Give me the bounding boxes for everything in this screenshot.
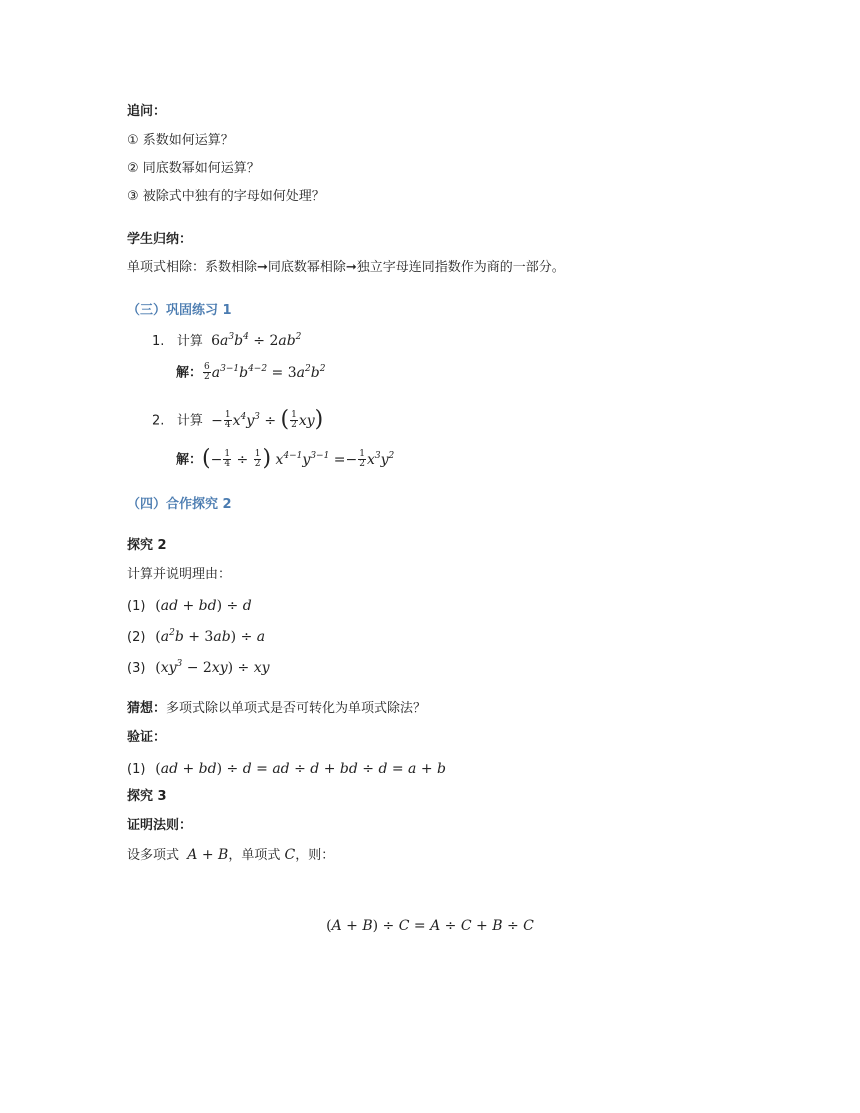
exercise-2-solution-expression: (− $\frac{1}{4}$ ÷ $\frac{1}{2}$ ) $x^{4-1}y^{3-1}$ =− $\frac{1}{2}$ $x^3y^2$ [202,445,395,471]
explore-item-3: (3) $(xy^3 - 2xy)$ ÷ xy [127,659,270,676]
guess-text: 多项式除以单项式是否可转化为单项式除法？ [166,701,427,716]
division-rule-formula: (A + B) ÷ C = A ÷ C + B ÷ C [326,918,534,934]
setup-end: ，则： [295,848,335,863]
setup-prefix: 设多项式 [127,848,180,863]
exercise-2-number: 2. [152,413,165,429]
explore-2-instruction: 计算并说明理由： [127,567,232,582]
item-number: (1) [127,762,146,777]
exercise-1-solution-expression: $\frac{6}{2}$ $a^{3-1}b^{4-2} = 3a^2b^2$ [204,362,326,382]
explore-3-title: 探究 3 [127,789,167,804]
item-number: (2) [127,630,146,645]
followup-item-1: ① 系数如何运算？ [127,133,234,148]
exercise-2-prefix: 计算 [176,413,203,429]
summary-text: 单项式相除：系数相除➞同底数幂相除➞独立字母连同指数作为商的一部分。 [127,260,565,275]
exercise-2-solution [176,445,395,471]
verify-label: 验证： [127,730,167,745]
summary-title: 学生归纳： [127,232,193,247]
verify-expression: (1) (ad + bd) ÷ d = ad ÷ d + bd ÷ d = a + b [127,761,447,777]
setup-mid: ，单项式 [228,848,281,863]
exercise-1-prefix: 计算 [176,334,203,349]
solution-label: 解： [176,365,203,381]
item-number: (3) [127,661,146,676]
item-number: (1) [127,599,146,614]
explore-item-2: (2) $(a^2b + 3ab) \div a$ [127,628,266,645]
followup-title: 追问： [127,104,167,119]
section3-title: （三）巩固练习 1 [127,303,232,318]
followup-item-2: ② 同底数幂如何运算？ [127,161,260,176]
explore-2-title: 探究 2 [127,538,167,553]
followup-item-3: ③ 被除式中独有的字母如何处理？ [127,189,325,204]
proof-setup: 设多项式 A + B，单项式 C，则： [127,847,335,863]
exercise-1 [152,332,301,351]
proof-label: 证明法则： [127,818,193,833]
solution-label: 解： [176,452,203,468]
section4-title: （四）合作探究 2 [127,497,232,512]
exercise-2-expression: − $\frac{1}{4}$ $x^4y^3$ ÷ ( $\frac{1}{2}$ xy) [211,406,324,432]
exercise-1-number: 1. [152,334,165,349]
explore-item-1: (1) (ad + bd) ÷ d [127,598,252,614]
guess [127,700,426,718]
exercise-1-solution [176,363,325,383]
exercise-1-expression: $6a^3b^4 \div 2ab^2$ [211,332,302,349]
exercise-2 [152,406,324,432]
guess-label: 猜想： [127,701,167,716]
